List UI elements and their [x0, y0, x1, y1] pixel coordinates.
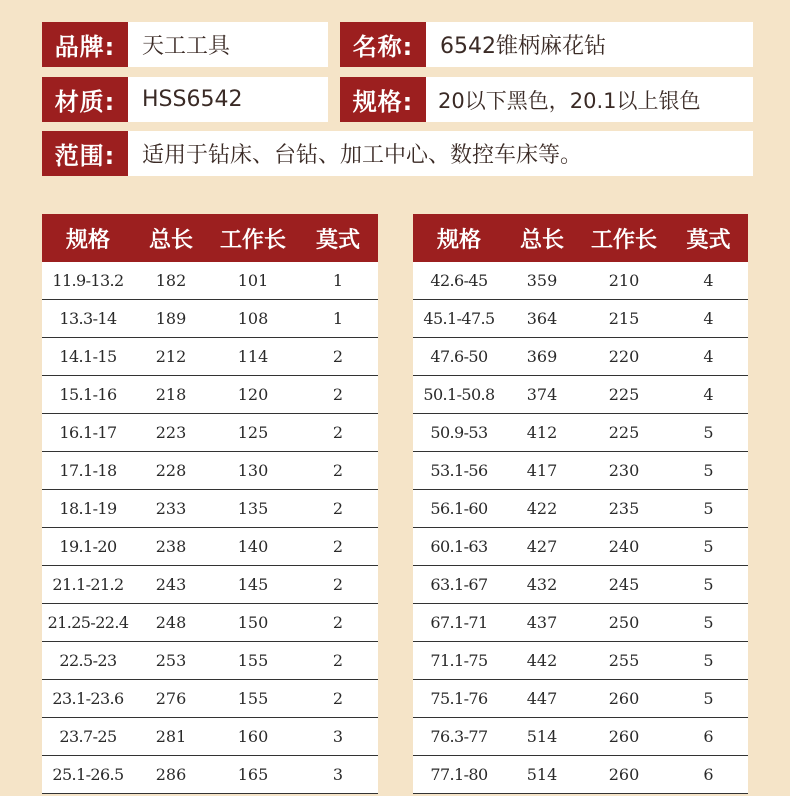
cell-morse-taper: 4	[669, 262, 748, 300]
table-header-row	[413, 214, 748, 262]
cell-working-length: 108	[208, 300, 298, 338]
cell-morse-taper: 6	[669, 718, 748, 756]
cell-morse-taper: 5	[669, 414, 748, 452]
name-value: 6542锥柄麻花钻	[426, 22, 753, 67]
cell-total-length: 243	[134, 566, 208, 604]
cell-total-length: 374	[505, 376, 579, 414]
material-value: HSS6542	[128, 77, 328, 122]
cell-working-length: 210	[579, 262, 669, 300]
cell-morse-taper: 2	[298, 490, 378, 528]
cell-morse-taper: 2	[298, 452, 378, 490]
cell-total-length: 417	[505, 452, 579, 490]
table-row	[413, 566, 748, 604]
table-row	[42, 718, 378, 756]
table-row	[42, 566, 378, 604]
cell-morse-taper: 2	[298, 566, 378, 604]
cell-total-length: 238	[134, 528, 208, 566]
cell-morse-taper: 2	[298, 642, 378, 680]
header-morse-taper: 莫式	[298, 214, 378, 262]
cell-spec: 76.3-77	[413, 718, 505, 756]
cell-total-length: 228	[134, 452, 208, 490]
name-label: 名称:	[340, 22, 426, 67]
cell-total-length: 248	[134, 604, 208, 642]
name-row	[340, 22, 753, 67]
cell-working-length: 260	[579, 680, 669, 718]
cell-morse-taper: 2	[298, 338, 378, 376]
cell-spec: 21.25-22.4	[42, 604, 134, 642]
table-row	[413, 414, 748, 452]
cell-working-length: 160	[208, 718, 298, 756]
cell-total-length: 364	[505, 300, 579, 338]
table-row	[42, 262, 378, 300]
cell-morse-taper: 2	[298, 604, 378, 642]
cell-total-length: 276	[134, 680, 208, 718]
cell-total-length: 286	[134, 756, 208, 794]
cell-total-length: 218	[134, 376, 208, 414]
cell-spec: 42.6-45	[413, 262, 505, 300]
cell-working-length: 220	[579, 338, 669, 376]
cell-spec: 23.7-25	[42, 718, 134, 756]
brand-value: 天工工具	[128, 22, 328, 67]
table-row	[413, 262, 748, 300]
cell-morse-taper: 5	[669, 452, 748, 490]
cell-morse-taper: 5	[669, 604, 748, 642]
cell-morse-taper: 6	[669, 756, 748, 794]
table-row	[413, 642, 748, 680]
table-header-row	[42, 214, 378, 262]
cell-spec: 19.1-20	[42, 528, 134, 566]
cell-spec: 21.1-21.2	[42, 566, 134, 604]
header-total-length: 总长	[134, 214, 208, 262]
header-morse-taper: 莫式	[669, 214, 748, 262]
range-value: 适用于钻床、台钻、加工中心、数控车床等。	[128, 131, 753, 176]
table-row	[413, 756, 748, 794]
cell-morse-taper: 4	[669, 338, 748, 376]
cell-working-length: 225	[579, 376, 669, 414]
cell-morse-taper: 3	[298, 718, 378, 756]
cell-working-length: 150	[208, 604, 298, 642]
cell-morse-taper: 5	[669, 642, 748, 680]
spec-value: 20以下黑色，20.1以上银色	[426, 77, 753, 122]
cell-spec: 17.1-18	[42, 452, 134, 490]
cell-working-length: 230	[579, 452, 669, 490]
table-row	[413, 300, 748, 338]
cell-spec: 75.1-76	[413, 680, 505, 718]
cell-morse-taper: 2	[298, 680, 378, 718]
cell-morse-taper: 5	[669, 566, 748, 604]
table-row	[413, 680, 748, 718]
table-row	[413, 718, 748, 756]
table-row	[42, 376, 378, 414]
cell-total-length: 514	[505, 756, 579, 794]
cell-spec: 47.6-50	[413, 338, 505, 376]
table-row	[413, 490, 748, 528]
cell-morse-taper: 5	[669, 680, 748, 718]
header-total-length: 总长	[505, 214, 579, 262]
table-row	[42, 300, 378, 338]
cell-spec: 53.1-56	[413, 452, 505, 490]
cell-total-length: 514	[505, 718, 579, 756]
cell-morse-taper: 2	[298, 414, 378, 452]
material-row	[42, 77, 328, 122]
cell-spec: 71.1-75	[413, 642, 505, 680]
cell-working-length: 135	[208, 490, 298, 528]
cell-spec: 15.1-16	[42, 376, 134, 414]
cell-total-length: 432	[505, 566, 579, 604]
cell-morse-taper: 1	[298, 262, 378, 300]
cell-spec: 16.1-17	[42, 414, 134, 452]
cell-working-length: 125	[208, 414, 298, 452]
table-row	[42, 604, 378, 642]
cell-spec: 22.5-23	[42, 642, 134, 680]
cell-working-length: 215	[579, 300, 669, 338]
table-row	[413, 376, 748, 414]
header-working-length: 工作长	[208, 214, 298, 262]
cell-morse-taper: 3	[298, 756, 378, 794]
cell-total-length: 369	[505, 338, 579, 376]
cell-morse-taper: 5	[669, 490, 748, 528]
cell-spec: 45.1-47.5	[413, 300, 505, 338]
cell-total-length: 437	[505, 604, 579, 642]
table-row	[42, 528, 378, 566]
table-row	[42, 642, 378, 680]
spec-table-right	[413, 214, 748, 794]
header-spec: 规格	[42, 214, 134, 262]
cell-morse-taper: 4	[669, 300, 748, 338]
cell-total-length: 189	[134, 300, 208, 338]
cell-working-length: 165	[208, 756, 298, 794]
cell-spec: 11.9-13.2	[42, 262, 134, 300]
cell-spec: 14.1-15	[42, 338, 134, 376]
table-row	[42, 756, 378, 794]
cell-working-length: 145	[208, 566, 298, 604]
cell-working-length: 155	[208, 642, 298, 680]
cell-total-length: 212	[134, 338, 208, 376]
cell-spec: 50.9-53	[413, 414, 505, 452]
spec-label: 规格:	[340, 77, 426, 122]
cell-morse-taper: 2	[298, 528, 378, 566]
table-row	[42, 452, 378, 490]
cell-working-length: 225	[579, 414, 669, 452]
table-row	[413, 528, 748, 566]
cell-working-length: 114	[208, 338, 298, 376]
cell-total-length: 233	[134, 490, 208, 528]
cell-spec: 23.1-23.6	[42, 680, 134, 718]
table-row	[413, 338, 748, 376]
cell-working-length: 140	[208, 528, 298, 566]
range-label: 范围:	[42, 131, 128, 176]
cell-spec: 50.1-50.8	[413, 376, 505, 414]
cell-spec: 67.1-71	[413, 604, 505, 642]
cell-working-length: 260	[579, 756, 669, 794]
cell-morse-taper: 1	[298, 300, 378, 338]
cell-spec: 25.1-26.5	[42, 756, 134, 794]
spec-row	[340, 77, 753, 122]
cell-total-length: 359	[505, 262, 579, 300]
cell-spec: 77.1-80	[413, 756, 505, 794]
cell-working-length: 240	[579, 528, 669, 566]
cell-total-length: 182	[134, 262, 208, 300]
brand-label: 品牌:	[42, 22, 128, 67]
cell-working-length: 245	[579, 566, 669, 604]
cell-total-length: 442	[505, 642, 579, 680]
cell-working-length: 101	[208, 262, 298, 300]
cell-morse-taper: 4	[669, 376, 748, 414]
cell-total-length: 447	[505, 680, 579, 718]
cell-working-length: 120	[208, 376, 298, 414]
cell-total-length: 427	[505, 528, 579, 566]
cell-total-length: 223	[134, 414, 208, 452]
cell-spec: 56.1-60	[413, 490, 505, 528]
cell-total-length: 412	[505, 414, 579, 452]
cell-working-length: 130	[208, 452, 298, 490]
brand-row	[42, 22, 328, 67]
range-row	[42, 131, 753, 176]
header-spec: 规格	[413, 214, 505, 262]
cell-working-length: 250	[579, 604, 669, 642]
cell-total-length: 253	[134, 642, 208, 680]
cell-total-length: 281	[134, 718, 208, 756]
cell-working-length: 155	[208, 680, 298, 718]
table-row	[42, 414, 378, 452]
cell-spec: 13.3-14	[42, 300, 134, 338]
table-row	[42, 338, 378, 376]
table-row	[42, 490, 378, 528]
cell-spec: 60.1-63	[413, 528, 505, 566]
header-working-length: 工作长	[579, 214, 669, 262]
table-row	[413, 452, 748, 490]
table-row	[413, 604, 748, 642]
cell-spec: 18.1-19	[42, 490, 134, 528]
cell-working-length: 255	[579, 642, 669, 680]
cell-working-length: 260	[579, 718, 669, 756]
cell-morse-taper: 5	[669, 528, 748, 566]
table-row	[42, 680, 378, 718]
spec-table-left	[42, 214, 378, 794]
cell-morse-taper: 2	[298, 376, 378, 414]
cell-working-length: 235	[579, 490, 669, 528]
cell-total-length: 422	[505, 490, 579, 528]
cell-spec: 63.1-67	[413, 566, 505, 604]
material-label: 材质:	[42, 77, 128, 122]
